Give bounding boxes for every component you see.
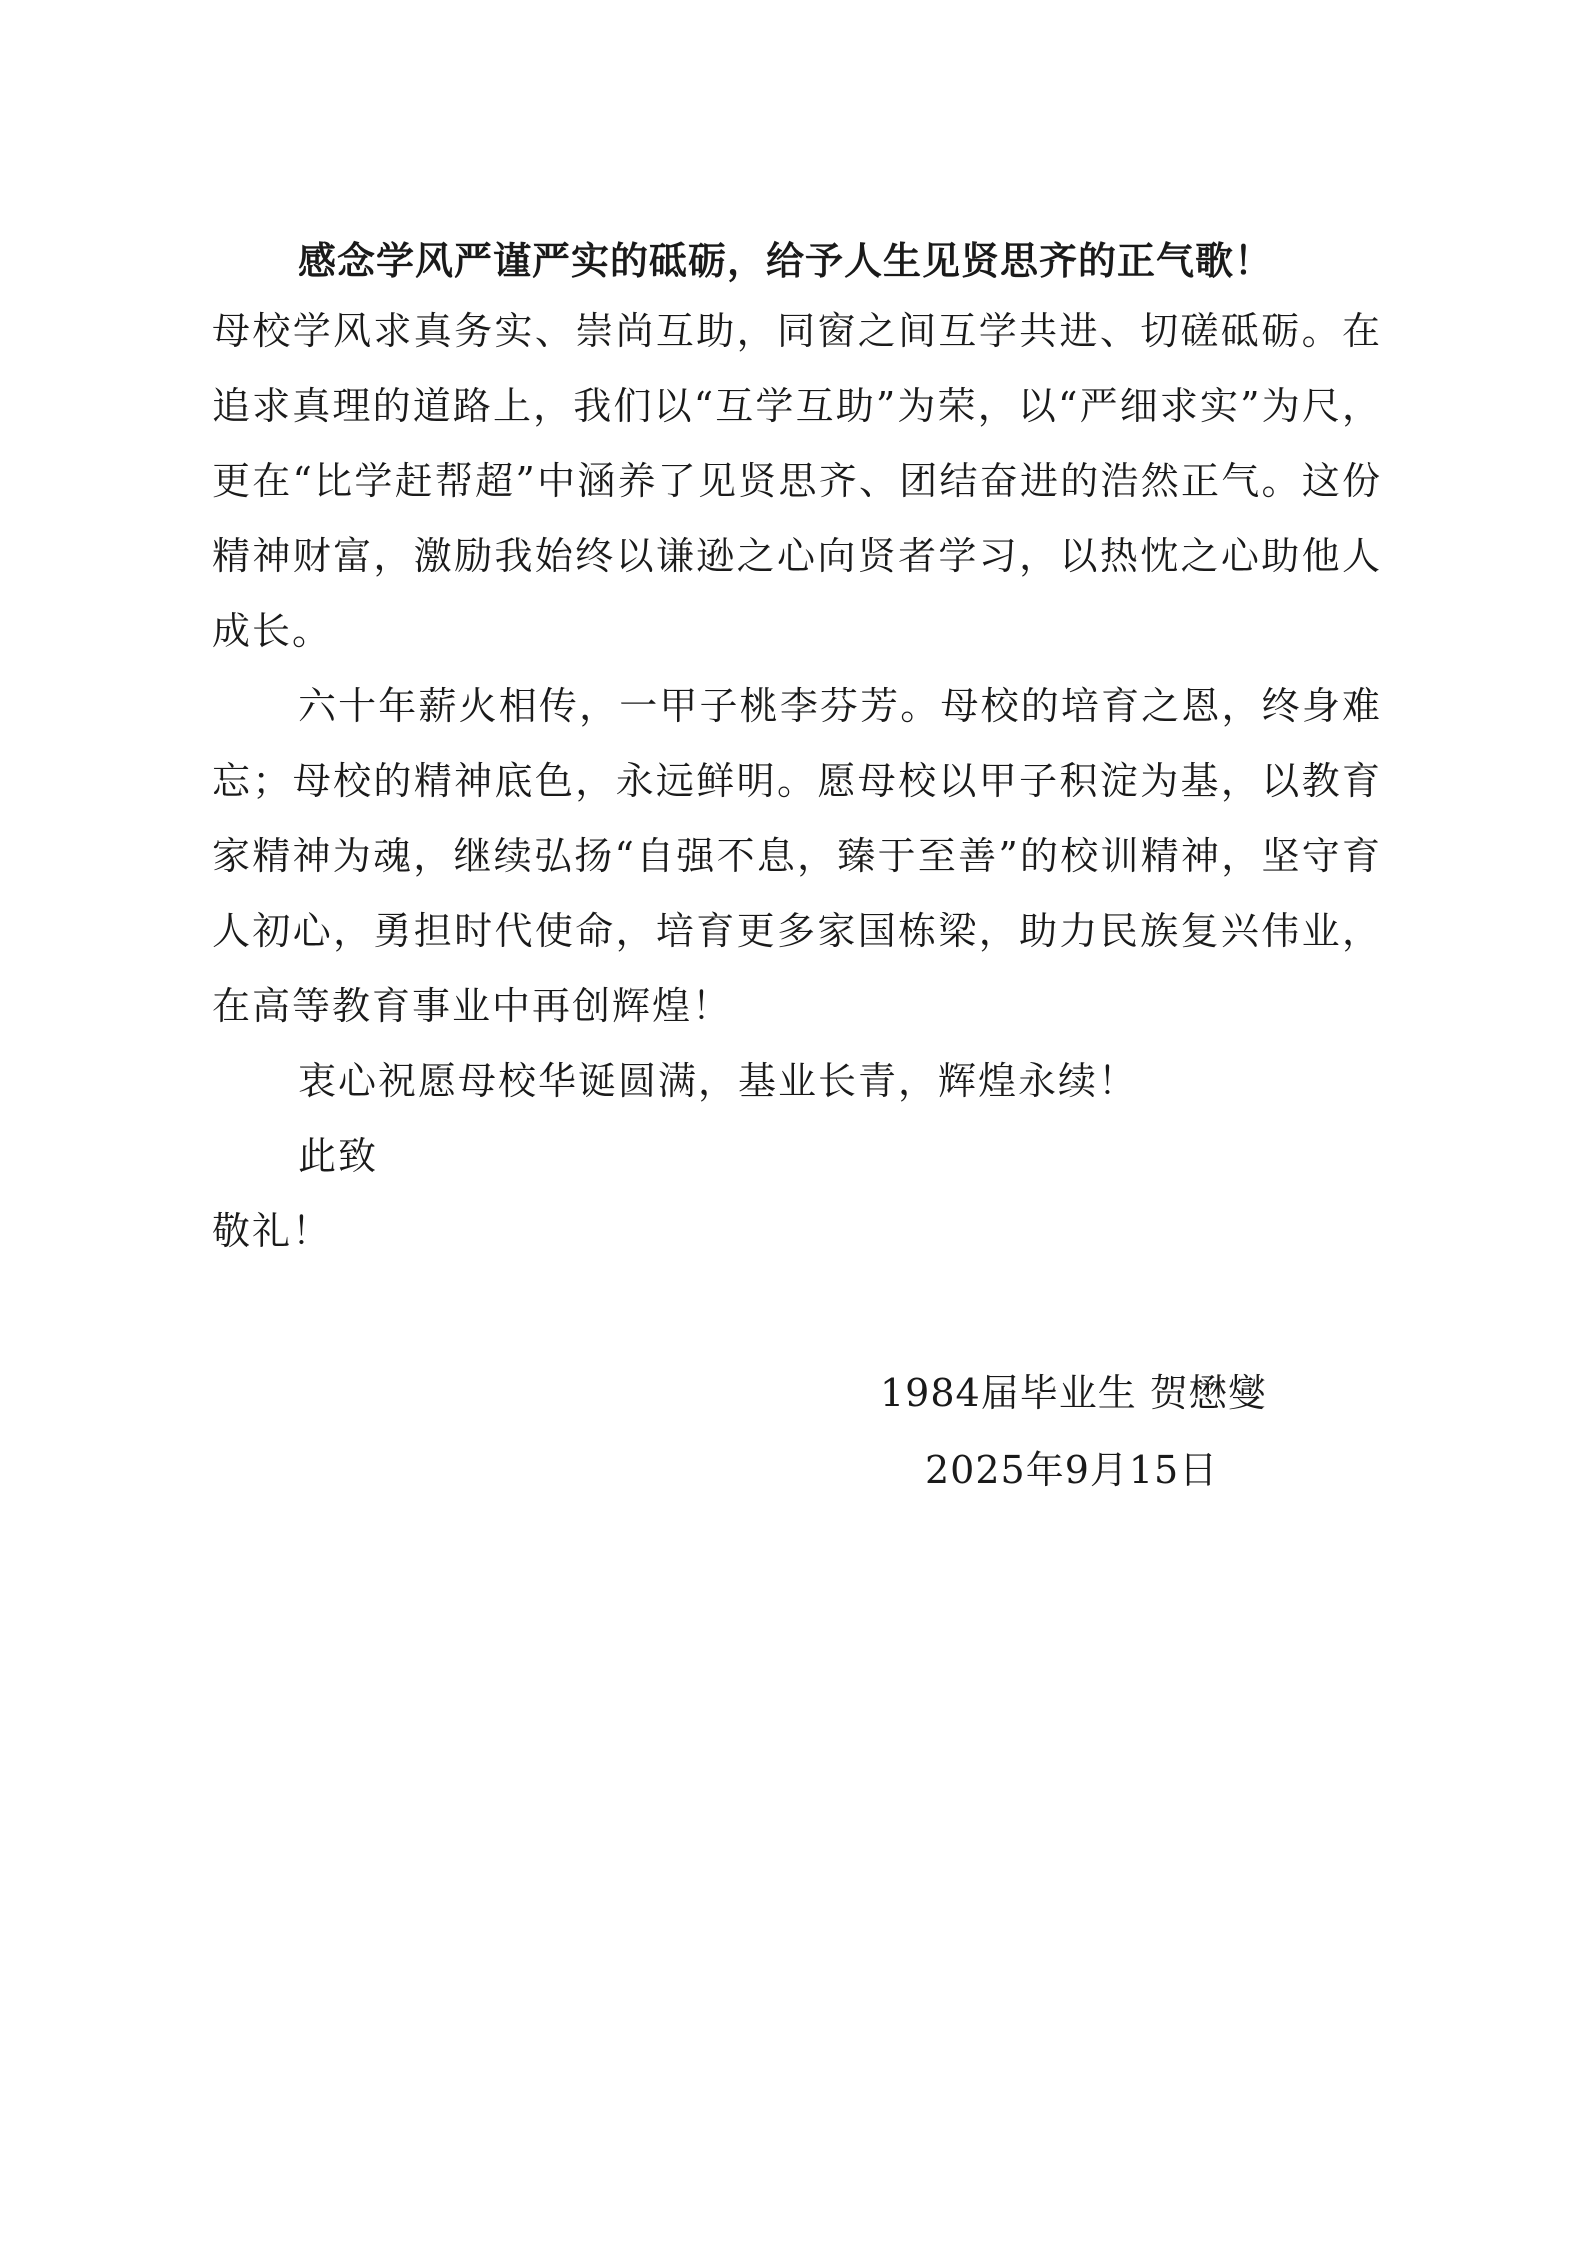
signature: 1984届毕业生 贺懋燮 bbox=[880, 1371, 1267, 1415]
paragraph-anniversary: 六十年薪火相传，一甲子桃李芬芳。母校的培育之恩，终身难忘；母校的精神底色，永远鲜明。愿母校以甲子积淀为基，以教育家精神为魂，继续弘扬“自强不息，臻于至善”的校训精神，坚守育人初心，勇担时代使命，培育更多家国栋梁，助力民族复兴伟业，在高等教育事业中再创辉煌！ bbox=[212, 684, 1382, 1028]
salutation: 敬礼！ bbox=[212, 1209, 333, 1253]
wish-line: 衷心祝愿母校华诞圆满，基业长青，辉煌永续！ bbox=[298, 1059, 1139, 1103]
date-line: 2025年9月15日 bbox=[925, 1448, 1219, 1492]
section-heading: 感念学风严谨严实的砥砺，给予人生见贤思齐的正气歌！ bbox=[298, 239, 1274, 283]
letter-body bbox=[212, 238, 1382, 1269]
closing-phrase: 此致 bbox=[298, 1134, 379, 1178]
paragraph-study-style: 母校学风求真务实、崇尚互助，同窗之间互学共进、切磋砥砺。在追求真理的道路上，我们以“互学互助”为荣，以“严细求实”为尺，更在“比学赶帮超”中涵养了见贤思齐、团结奋进的浩然正气。这份精神财富，激励我始终以谦逊之心向贤者学习，以热忱之心助他人成长。 bbox=[212, 309, 1382, 653]
